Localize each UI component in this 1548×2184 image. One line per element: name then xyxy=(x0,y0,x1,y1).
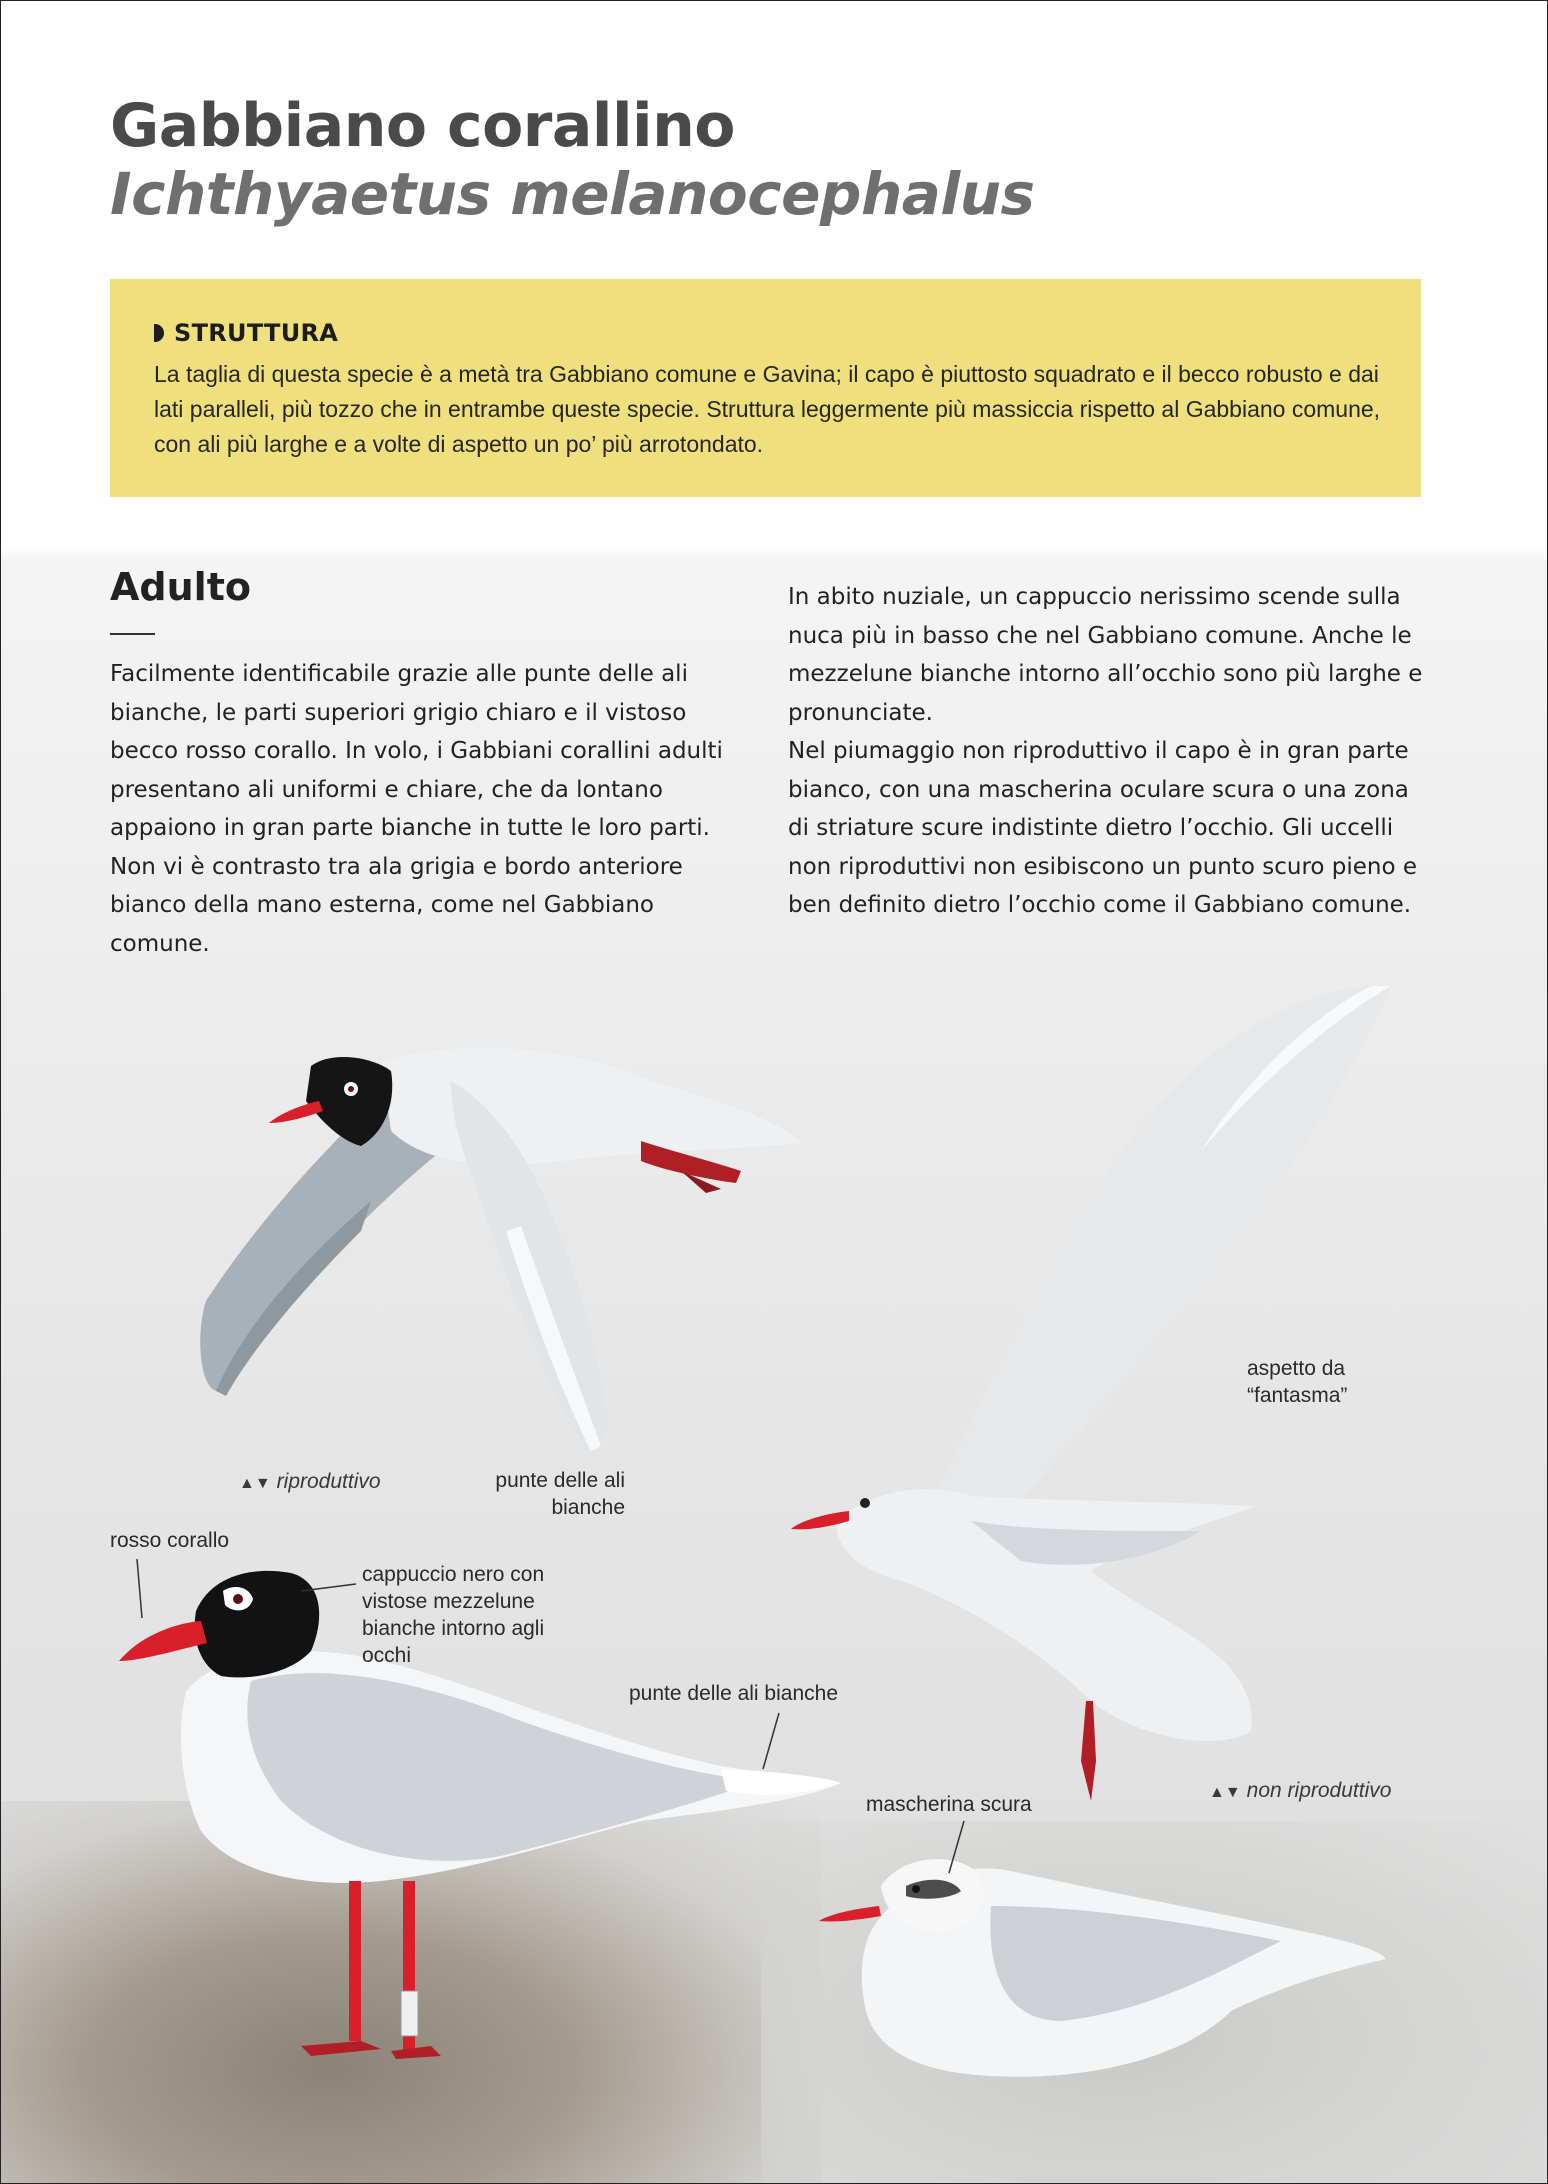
scientific-name: Ichthyaetus melanocephalus xyxy=(110,160,1035,228)
caption-wingtips-flight: punte delle ali bianche xyxy=(495,1469,625,1519)
up-down-arrows-icon: ▲▼ xyxy=(1209,1784,1241,1801)
leader-rosso-corallo xyxy=(137,1559,142,1618)
gull-nonbreeding-resting xyxy=(819,1859,1386,2077)
caption-dark-mask: mascherina scura xyxy=(866,1793,1032,1816)
section-heading-adult: Adulto xyxy=(110,565,251,609)
caption-wingtips-standing: punte delle ali bianche xyxy=(629,1682,838,1705)
caption-coral-red: rosso corallo xyxy=(110,1529,230,1552)
structure-text: La taglia di questa specie è a metà tra Gabbiano comune e Gavina; il capo è piuttosto squadrato e il becco robusto e dai lati paralleli, più tozzo che in entrambe queste specie. Struttura leggermente più massiccia rispetto al Gabbiano comune, con ali più larghe e a volte di aspetto un po’ più arrotondato. xyxy=(154,361,1381,457)
bird-illustrations xyxy=(1,1,1547,2183)
caption-non-breeding xyxy=(1209,1777,1391,1806)
adult-text-right-p1: In abito nuziale, un cappuccio nerissimo scende sulla nuca più in basso che nel Gabbiano comune. Anche le mezzelune bianche intorno all’occhio sono più larghe e pronunciate. xyxy=(788,584,1423,726)
structure-heading-text: STRUTTURA xyxy=(174,319,339,347)
caption-non-breeding-text: non riproduttivo xyxy=(1246,1779,1392,1802)
caption-breeding-text: riproduttivo xyxy=(276,1470,381,1493)
gull-breeding-flight xyxy=(200,1048,801,1451)
page-title: Gabbiano corallino xyxy=(110,91,736,161)
adult-text-right-p2: Nel piumaggio non riproduttivo il capo è in gran parte bianco, con una mascherina oculare scura o una zona di striature scure indistinte dietro l’occhio. Gli uccelli non riproduttivi non esibiscono un punto scuro pieno e ben definito dietro l’occhio come il Gabbiano comune. xyxy=(788,738,1418,918)
caption-breeding xyxy=(239,1468,381,1497)
adult-text-left: Facilmente identificabile grazie alle punte delle ali bianche, le parti superiori grigio chiaro e il vistoso becco rosso corallo. In volo, i Gabbiani corallini adulti presentano ali uniformi e chiare, che da lontano appaiono in gran parte bianche in tutte le loro parti. Non vi è contrasto tra ala grigia e bordo anteriore bianco della mano esterna, come nel Gabbiano comune. xyxy=(110,661,723,957)
caption-black-hood: cappuccio nero con vistose mezzelune bianche intorno agli occhi xyxy=(362,1563,545,1667)
up-down-arrows-icon: ▲▼ xyxy=(239,1475,271,1492)
caption-ghost: aspetto da “fantasma” xyxy=(1247,1357,1348,1407)
leader-punte-ali xyxy=(763,1713,779,1769)
